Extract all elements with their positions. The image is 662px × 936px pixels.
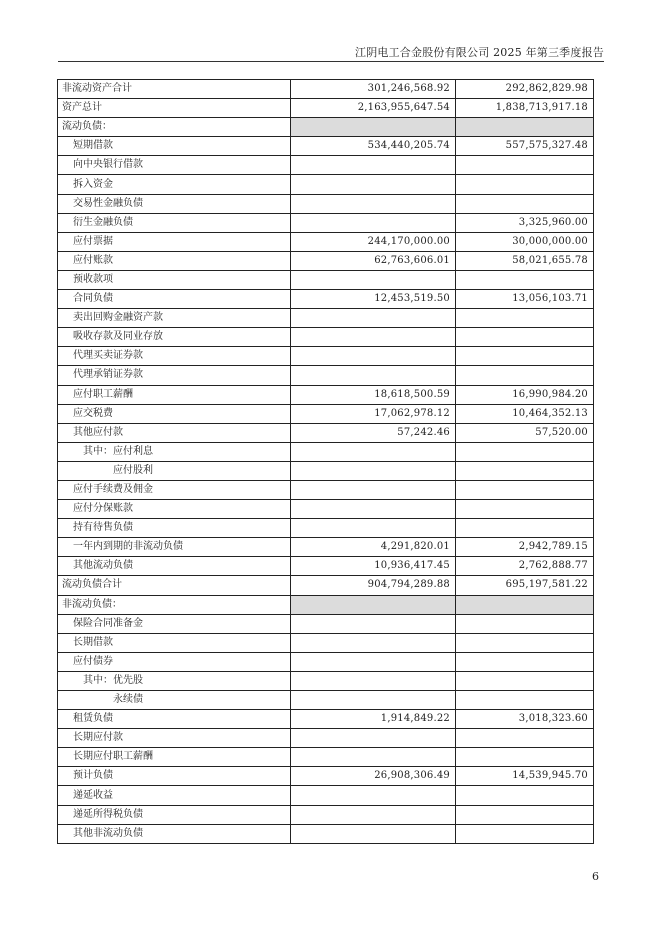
table-row [58, 824, 594, 843]
period-end-value: 17,062,978.12 [291, 404, 456, 423]
period-end-value [291, 614, 456, 633]
period-begin-value [456, 519, 594, 538]
period-end-value [291, 194, 456, 213]
table-row [58, 691, 594, 710]
period-end-value: 62,763,606.01 [291, 251, 456, 270]
period-begin-value [456, 652, 594, 671]
period-end-value [291, 461, 456, 480]
table-row [58, 156, 594, 175]
row-label: 应付分保账款 [58, 500, 291, 519]
row-label: 长期应付职工薪酬 [58, 748, 291, 767]
table-row [58, 652, 594, 671]
row-label: 应付手续费及佣金 [58, 480, 291, 499]
period-end-value: 18,618,500.59 [291, 385, 456, 404]
period-begin-value [456, 729, 594, 748]
table-row [58, 290, 594, 309]
table-row [58, 118, 594, 137]
row-label: 应付债券 [58, 652, 291, 671]
table-row [58, 99, 594, 118]
page-number: 6 [592, 870, 599, 883]
period-begin-value: 3,325,960.00 [456, 213, 594, 232]
period-begin-value [456, 366, 594, 385]
period-end-value [291, 328, 456, 347]
table-row [58, 500, 594, 519]
row-label: 永续债 [58, 691, 291, 710]
period-begin-value: 10,464,352.13 [456, 404, 594, 423]
period-end-value [291, 519, 456, 538]
row-label: 拆入资金 [58, 175, 291, 194]
period-end-value [291, 824, 456, 843]
period-begin-value [456, 691, 594, 710]
row-label: 一年内到期的非流动负债 [58, 538, 291, 557]
row-label: 短期借款 [58, 137, 291, 156]
table-row [58, 461, 594, 480]
period-begin-value: 1,838,713,917.18 [456, 99, 594, 118]
row-label: 应付职工薪酬 [58, 385, 291, 404]
row-label: 其他流动负债 [58, 557, 291, 576]
period-end-value [291, 500, 456, 519]
period-end-value: 301,246,568.92 [291, 80, 456, 99]
period-end-value [291, 748, 456, 767]
table-row [58, 595, 594, 614]
period-begin-value [456, 614, 594, 633]
period-end-value [291, 805, 456, 824]
period-begin-value [456, 156, 594, 175]
row-label: 应付账款 [58, 251, 291, 270]
period-end-value [291, 156, 456, 175]
row-label: 流动负债合计 [58, 576, 291, 595]
period-begin-value: 292,862,829.98 [456, 80, 594, 99]
period-end-value [291, 175, 456, 194]
table-row [58, 137, 594, 156]
row-label: 其中：应付利息 [58, 442, 291, 461]
period-end-value [291, 213, 456, 232]
period-end-value: 244,170,000.00 [291, 232, 456, 251]
period-begin-value: 695,197,581.22 [456, 576, 594, 595]
row-label: 卖出回购金融资产款 [58, 309, 291, 328]
period-end-value: 1,914,849.22 [291, 710, 456, 729]
table-row [58, 576, 594, 595]
table-row [58, 232, 594, 251]
row-label: 代理承销证券款 [58, 366, 291, 385]
period-begin-value [456, 118, 594, 137]
period-begin-value: 16,990,984.20 [456, 385, 594, 404]
row-label: 非流动负债： [58, 595, 291, 614]
row-label: 应付票据 [58, 232, 291, 251]
period-end-value [291, 270, 456, 289]
table-row [58, 385, 594, 404]
balance-sheet-body [58, 80, 594, 844]
row-label: 持有待售负债 [58, 519, 291, 538]
table-row [58, 480, 594, 499]
row-label: 其中：优先股 [58, 671, 291, 690]
period-end-value [291, 442, 456, 461]
table-row [58, 786, 594, 805]
period-end-value [291, 652, 456, 671]
table-row [58, 423, 594, 442]
period-end-value [291, 633, 456, 652]
period-begin-value [456, 270, 594, 289]
row-label: 长期借款 [58, 633, 291, 652]
period-end-value [291, 595, 456, 614]
table-row [58, 767, 594, 786]
period-end-value: 57,242.46 [291, 423, 456, 442]
period-end-value: 4,291,820.01 [291, 538, 456, 557]
period-begin-value: 2,762,888.77 [456, 557, 594, 576]
table-row [58, 309, 594, 328]
period-begin-value [456, 500, 594, 519]
period-begin-value: 557,575,327.48 [456, 137, 594, 156]
period-begin-value [456, 309, 594, 328]
table-row [58, 614, 594, 633]
table-row [58, 710, 594, 729]
row-label: 其他应付款 [58, 423, 291, 442]
period-begin-value [456, 748, 594, 767]
table-row [58, 671, 594, 690]
period-end-value [291, 480, 456, 499]
row-label: 预收款项 [58, 270, 291, 289]
period-end-value: 26,908,306.49 [291, 767, 456, 786]
period-begin-value [456, 824, 594, 843]
row-label: 交易性金融负债 [58, 194, 291, 213]
row-label: 资产总计 [58, 99, 291, 118]
table-row [58, 213, 594, 232]
period-end-value [291, 309, 456, 328]
row-label: 非流动资产合计 [58, 80, 291, 99]
row-label: 预计负债 [58, 767, 291, 786]
period-end-value [291, 671, 456, 690]
period-begin-value: 57,520.00 [456, 423, 594, 442]
period-begin-value [456, 671, 594, 690]
period-begin-value [456, 442, 594, 461]
period-end-value [291, 729, 456, 748]
period-begin-value [456, 633, 594, 652]
table-row [58, 251, 594, 270]
period-begin-value: 2,942,789.15 [456, 538, 594, 557]
period-begin-value [456, 347, 594, 366]
period-begin-value [456, 805, 594, 824]
table-row [58, 519, 594, 538]
row-label: 长期应付款 [58, 729, 291, 748]
row-label: 合同负债 [58, 290, 291, 309]
table-row [58, 557, 594, 576]
table-row [58, 328, 594, 347]
period-end-value [291, 691, 456, 710]
row-label: 应交税费 [58, 404, 291, 423]
period-begin-value [456, 328, 594, 347]
period-end-value: 534,440,205.74 [291, 137, 456, 156]
period-begin-value: 13,056,103.71 [456, 290, 594, 309]
row-label: 代理买卖证券款 [58, 347, 291, 366]
table-row [58, 366, 594, 385]
period-begin-value [456, 194, 594, 213]
table-row [58, 270, 594, 289]
period-begin-value: 14,539,945.70 [456, 767, 594, 786]
period-end-value [291, 786, 456, 805]
row-label: 衍生金融负债 [58, 213, 291, 232]
period-begin-value: 30,000,000.00 [456, 232, 594, 251]
row-label: 流动负债： [58, 118, 291, 137]
period-end-value [291, 118, 456, 137]
period-begin-value: 3,018,323.60 [456, 710, 594, 729]
row-label: 其他非流动负债 [58, 824, 291, 843]
row-label: 递延收益 [58, 786, 291, 805]
period-end-value [291, 366, 456, 385]
period-end-value: 10,936,417.45 [291, 557, 456, 576]
row-label: 保险合同准备金 [58, 614, 291, 633]
period-begin-value [456, 480, 594, 499]
period-begin-value [456, 175, 594, 194]
period-begin-value [456, 595, 594, 614]
table-row [58, 729, 594, 748]
table-row [58, 748, 594, 767]
row-label: 递延所得税负债 [58, 805, 291, 824]
balance-sheet-table [57, 79, 594, 844]
row-label: 租赁负债 [58, 710, 291, 729]
period-end-value [291, 347, 456, 366]
header-divider [58, 61, 604, 62]
period-begin-value: 58,021,655.78 [456, 251, 594, 270]
table-row [58, 347, 594, 366]
period-end-value: 12,453,519.50 [291, 290, 456, 309]
row-label: 向中央银行借款 [58, 156, 291, 175]
table-row [58, 175, 594, 194]
report-header-title: 江阴电工合金股份有限公司 2025 年第三季度报告 [355, 46, 604, 59]
period-begin-value [456, 786, 594, 805]
table-row [58, 633, 594, 652]
period-end-value: 904,794,289.88 [291, 576, 456, 595]
row-label: 应付股利 [58, 461, 291, 480]
table-row [58, 805, 594, 824]
row-label: 吸收存款及同业存放 [58, 328, 291, 347]
table-row [58, 442, 594, 461]
table-row [58, 538, 594, 557]
table-row [58, 194, 594, 213]
period-begin-value [456, 461, 594, 480]
period-end-value: 2,163,955,647.54 [291, 99, 456, 118]
table-row [58, 80, 594, 99]
table-row [58, 404, 594, 423]
